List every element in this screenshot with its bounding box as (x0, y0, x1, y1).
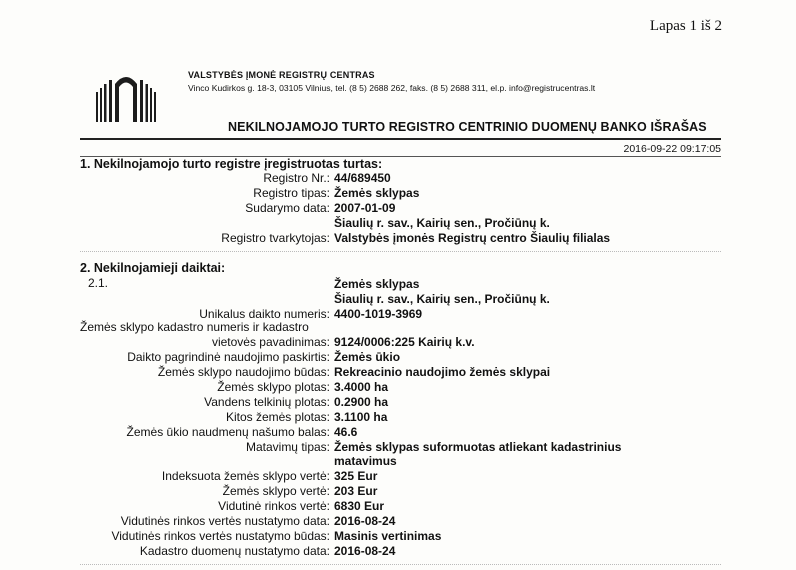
section-2-row (0, 544, 796, 559)
field-label: Žemės sklypo naudojimo būdas: (157, 365, 330, 379)
cadastral-value: 9124/0006:225 Kairių k.v. (334, 335, 475, 349)
section-2-row (0, 499, 796, 514)
field-label: Kitos žemės plotas: (225, 410, 330, 424)
field-value: 44/689450 (334, 171, 391, 185)
measurement-value-line-1: Žemės sklypas suformuotas atliekant kadastrinius (334, 440, 622, 454)
section-2-row (0, 529, 796, 544)
section-2-row (0, 425, 796, 440)
field-value: Žemės ūkio (334, 350, 401, 364)
field-label: Unikalus daikto numeris: (199, 307, 330, 321)
section-1-row (0, 171, 796, 186)
field-label: Registro Nr.: (263, 171, 330, 185)
address-value: Šiaulių r. sav., Kairių sen., Pročiūnų k. (334, 216, 550, 230)
field-label: Žemės sklypo plotas: (217, 380, 330, 394)
field-value: Rekreacinio naudojimo žemės sklypai (334, 365, 551, 379)
section-divider (80, 564, 721, 565)
cadastral-label-line-2: vietovės pavadinimas: (211, 335, 330, 349)
section-2-row (0, 440, 796, 455)
field-label: Kadastro duomenų nustatymo data: (139, 544, 330, 558)
field-label: Daikto pagrindinė naudojimo paskirtis: (127, 350, 330, 364)
section-2-row (0, 469, 796, 484)
field-label: Žemės ūkio naudmenų našumo balas: (126, 425, 330, 439)
section-2-row (0, 335, 796, 350)
section-2-row (0, 454, 796, 469)
section-1-row (0, 201, 796, 216)
item-number: 2.1. (88, 276, 109, 290)
title-divider (80, 138, 721, 140)
organization-name: VALSTYBĖS ĮMONĖ REGISTRŲ CENTRAS (188, 70, 375, 80)
field-value: 6830 Eur (334, 499, 385, 513)
field-value: 2007-01-09 (334, 201, 396, 215)
document-title: NEKILNOJAMOJO TURTO REGISTRO CENTRINIO DUOMENŲ BANKO IŠRAŠAS (228, 120, 707, 134)
section-2-row (0, 380, 796, 395)
field-label: Matavimų tipas: (245, 440, 330, 454)
section-2-row (0, 484, 796, 499)
field-value: 4400-1019-3969 (334, 307, 423, 321)
field-value: Valstybės įmonės Registrų centro Šiaulių filialas (334, 231, 611, 245)
field-value: 0.2900 ha (334, 395, 389, 409)
field-value: 203 Eur (334, 484, 378, 498)
field-label: Registro tvarkytojas: (221, 231, 330, 245)
section-2-row (0, 514, 796, 529)
field-label: Vidutinė rinkos vertė: (218, 499, 330, 513)
field-value: Žemės sklypas (334, 186, 420, 200)
field-label: Indeksuota žemės sklypo vertė: (161, 469, 330, 483)
print-timestamp: 2016-09-22 09:17:05 (623, 143, 721, 155)
section-2-row (0, 292, 796, 307)
section-1-row (0, 231, 796, 246)
registru-centras-logo-icon (96, 70, 156, 122)
field-label: Vandens telkinių plotas: (204, 395, 330, 409)
section-1-row (0, 216, 796, 231)
section-1-row (0, 186, 796, 201)
field-value: 2016-08-24 (334, 544, 396, 558)
organization-address: Vinco Kudirkos g. 18-3, 03105 Vilnius, tel. (8 5) 2688 262, faks. (8 5) 2688 311, el.p. info@registrucentras.lt (188, 83, 596, 93)
field-value: 3.4000 ha (334, 380, 389, 394)
field-value: 325 Eur (334, 469, 378, 483)
section-1-title: 1. Nekilnojamojo turto registre įregistruotas turtas: (80, 157, 383, 171)
field-value: Masinis vertinimas (334, 529, 442, 543)
section-2-row (0, 395, 796, 410)
object-type-value: Žemės sklypas (334, 277, 420, 291)
field-value: 2016-08-24 (334, 514, 396, 528)
field-value: 3.1100 ha (334, 410, 388, 424)
section-2-row (0, 365, 796, 380)
section-2-row (0, 277, 796, 292)
section-2-row (0, 350, 796, 365)
measurement-value-line-2: matavimus (334, 454, 397, 468)
field-label: Žemės sklypo vertė: (222, 484, 330, 498)
field-label: Sudarymo data: (245, 201, 330, 215)
section-2-title: 2. Nekilnojamieji daiktai: (80, 261, 226, 275)
field-label: Vidutinės rinkos vertės nustatymo būdas: (111, 529, 330, 543)
cadastral-label-line-1: Žemės sklypo kadastro numeris ir kadastro (80, 320, 309, 334)
field-value: 46.6 (334, 425, 358, 439)
page-number: Lapas 1 iš 2 (649, 18, 722, 34)
section-divider (80, 251, 721, 252)
field-label: Registro tipas: (253, 186, 330, 200)
field-label: Vidutinės rinkos vertės nustatymo data: (120, 514, 330, 528)
address-value: Šiaulių r. sav., Kairių sen., Pročiūnų k. (334, 292, 550, 306)
section-2-row (0, 410, 796, 425)
